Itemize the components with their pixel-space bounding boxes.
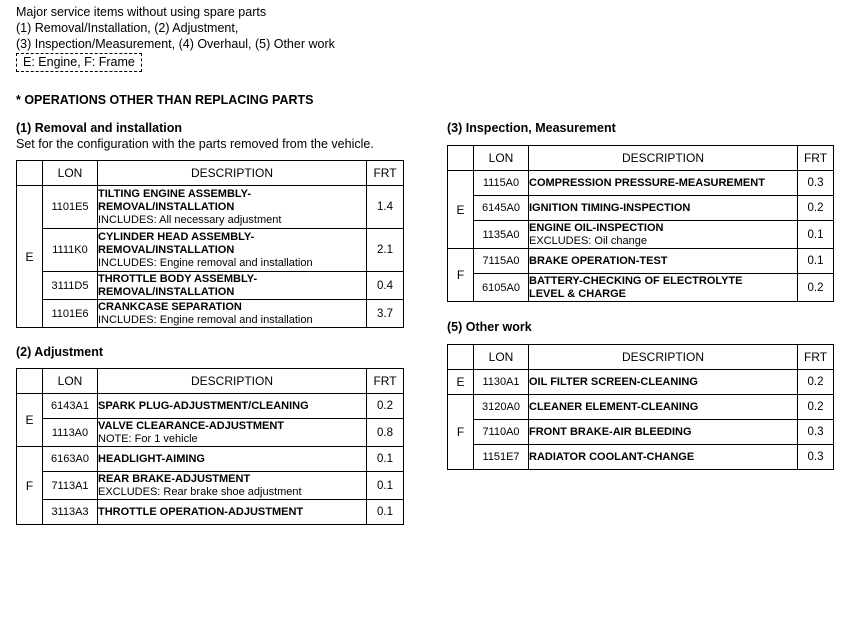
description-title: REMOVAL/INSTALLATION	[98, 243, 235, 256]
header-frt: FRT	[367, 369, 404, 394]
description-cell	[98, 419, 367, 447]
lon-cell: 1115A0	[474, 171, 529, 196]
frt-cell: 3.7	[367, 300, 404, 328]
lon-cell: 1113A0	[43, 419, 98, 447]
table-row	[448, 249, 834, 274]
group-code-cell: E	[17, 394, 43, 447]
description-title: REMOVAL/INSTALLATION	[98, 285, 235, 298]
frt-cell: 0.4	[367, 272, 404, 300]
header-frt: FRT	[798, 345, 834, 370]
frt-cell: 0.3	[798, 171, 834, 196]
frt-cell: 0.3	[798, 445, 834, 470]
lon-cell: 1151E7	[474, 445, 529, 470]
lon-cell: 7115A0	[474, 249, 529, 274]
frt-cell: 0.2	[798, 370, 834, 395]
removal-note: Set for the configuration with the parts removed from the vehicle.	[16, 137, 374, 151]
description-cell	[529, 196, 798, 221]
description-title: IGNITION TIMING-INSPECTION	[529, 201, 691, 214]
lon-cell: 7113A1	[43, 472, 98, 500]
header-frt: FRT	[367, 161, 404, 186]
description-title: VALVE CLEARANCE-ADJUSTMENT	[98, 419, 284, 432]
inspection-table	[447, 145, 834, 302]
description-title: THROTTLE OPERATION-ADJUSTMENT	[98, 505, 304, 518]
group-code-cell: F	[17, 447, 43, 525]
intro	[16, 4, 335, 72]
lon-cell: 3111D5	[43, 272, 98, 300]
frt-cell: 0.8	[367, 419, 404, 447]
description-cell	[529, 221, 798, 249]
description-note: NOTE: For 1 vehicle	[98, 432, 198, 445]
description-cell	[529, 420, 798, 445]
lon-cell: 7110A0	[474, 420, 529, 445]
description-title: FRONT BRAKE-AIR BLEEDING	[529, 425, 692, 438]
header-blank	[448, 345, 474, 370]
header-lon: LON	[43, 369, 98, 394]
table-row	[17, 500, 404, 525]
description-cell	[529, 171, 798, 196]
description-title: LEVEL & CHARGE	[529, 287, 626, 300]
table-row	[17, 300, 404, 328]
frt-cell: 0.1	[367, 472, 404, 500]
description-title: RADIATOR COOLANT-CHANGE	[529, 450, 695, 463]
description-title: REAR BRAKE-ADJUSTMENT	[98, 472, 251, 485]
description-cell	[98, 394, 367, 419]
header-blank	[17, 369, 43, 394]
lon-cell: 3113A3	[43, 500, 98, 525]
main-heading: * OPERATIONS OTHER THAN REPLACING PARTS	[16, 93, 314, 107]
lon-cell: 3120A0	[474, 395, 529, 420]
description-title: CRANKCASE SEPARATION	[98, 300, 242, 313]
description-cell	[98, 447, 367, 472]
description-note: INCLUDES: Engine removal and installation	[98, 313, 313, 326]
table-row	[448, 445, 834, 470]
description-note: INCLUDES: Engine removal and installation	[98, 256, 313, 269]
description-title: THROTTLE BODY ASSEMBLY-	[98, 272, 258, 285]
frt-cell: 0.1	[367, 500, 404, 525]
lon-cell: 1130A1	[474, 370, 529, 395]
description-cell	[98, 300, 367, 328]
frt-cell: 0.3	[798, 420, 834, 445]
description-title: BATTERY-CHECKING OF ELECTROLYTE	[529, 274, 743, 287]
lon-cell: 1135A0	[474, 221, 529, 249]
table-row	[17, 229, 404, 272]
description-title: OIL FILTER SCREEN-CLEANING	[529, 375, 698, 388]
description-cell	[529, 274, 798, 302]
description-title: BRAKE OPERATION-TEST	[529, 254, 668, 267]
intro-line-1: Major service items without using spare parts	[16, 5, 267, 19]
lon-cell: 1101E5	[43, 186, 98, 229]
header-lon: LON	[474, 345, 529, 370]
frt-cell: 2.1	[367, 229, 404, 272]
table-row	[448, 395, 834, 420]
frt-cell: 1.4	[367, 186, 404, 229]
description-cell	[98, 229, 367, 272]
group-code-cell: E	[448, 370, 474, 395]
header-lon: LON	[474, 146, 529, 171]
table-row	[17, 272, 404, 300]
frt-cell: 0.2	[367, 394, 404, 419]
description-title: COMPRESSION PRESSURE-MEASUREMENT	[529, 176, 765, 189]
header-lon: LON	[43, 161, 98, 186]
other-work-table	[447, 344, 834, 470]
group-code-cell: F	[448, 249, 474, 302]
header-description: DESCRIPTION	[529, 146, 798, 171]
group-code-cell: E	[17, 186, 43, 328]
description-note: EXCLUDES: Rear brake shoe adjustment	[98, 485, 302, 498]
frt-cell: 0.2	[798, 274, 834, 302]
table-row	[17, 186, 404, 229]
description-title: REMOVAL/INSTALLATION	[98, 200, 235, 213]
header-description: DESCRIPTION	[529, 345, 798, 370]
description-title: CYLINDER HEAD ASSEMBLY-	[98, 230, 255, 243]
description-cell	[98, 186, 367, 229]
table-row	[448, 274, 834, 302]
description-cell	[529, 249, 798, 274]
header-blank	[448, 146, 474, 171]
header-description: DESCRIPTION	[98, 161, 367, 186]
description-title: SPARK PLUG-ADJUSTMENT/CLEANING	[98, 399, 309, 412]
removal-heading: (1) Removal and installation	[16, 121, 183, 135]
intro-line-3: (3) Inspection/Measurement, (4) Overhaul, (5) Other work	[16, 37, 335, 51]
lon-cell: 6163A0	[43, 447, 98, 472]
intro-line-2: (1) Removal/Installation, (2) Adjustment,	[16, 21, 239, 35]
description-cell	[98, 272, 367, 300]
table-row	[448, 420, 834, 445]
lon-cell: 6105A0	[474, 274, 529, 302]
group-code-cell: F	[448, 395, 474, 470]
description-title: TILTING ENGINE ASSEMBLY-	[98, 187, 251, 200]
table-row	[448, 370, 834, 395]
description-cell	[529, 395, 798, 420]
adjustment-heading: (2) Adjustment	[16, 345, 104, 359]
table-row	[448, 171, 834, 196]
frt-cell: 0.1	[367, 447, 404, 472]
description-title: CLEANER ELEMENT-CLEANING	[529, 400, 699, 413]
lon-cell: 6145A0	[474, 196, 529, 221]
table-row	[17, 394, 404, 419]
other-work-heading: (5) Other work	[447, 320, 532, 334]
description-cell	[529, 370, 798, 395]
table-row	[17, 419, 404, 447]
group-code-cell: E	[448, 171, 474, 249]
legend-box: E: Engine, F: Frame	[16, 53, 142, 72]
inspection-heading: (3) Inspection, Measurement	[447, 121, 616, 135]
description-cell	[98, 472, 367, 500]
description-cell	[529, 445, 798, 470]
table-row	[17, 447, 404, 472]
description-note: INCLUDES: All necessary adjustment	[98, 213, 282, 226]
table-row	[448, 196, 834, 221]
removal-table	[16, 160, 404, 328]
adjustment-table	[16, 368, 404, 525]
table-row	[448, 221, 834, 249]
description-title: ENGINE OIL-INSPECTION	[529, 221, 664, 234]
description-note: EXCLUDES: Oil change	[529, 234, 647, 247]
description-title: HEADLIGHT-AIMING	[98, 452, 205, 465]
lon-cell: 1111K0	[43, 229, 98, 272]
header-blank	[17, 161, 43, 186]
header-description: DESCRIPTION	[98, 369, 367, 394]
frt-cell: 0.1	[798, 249, 834, 274]
frt-cell: 0.2	[798, 196, 834, 221]
lon-cell: 1101E6	[43, 300, 98, 328]
header-frt: FRT	[798, 146, 834, 171]
lon-cell: 6143A1	[43, 394, 98, 419]
table-row	[17, 472, 404, 500]
description-cell	[98, 500, 367, 525]
frt-cell: 0.2	[798, 395, 834, 420]
frt-cell: 0.1	[798, 221, 834, 249]
